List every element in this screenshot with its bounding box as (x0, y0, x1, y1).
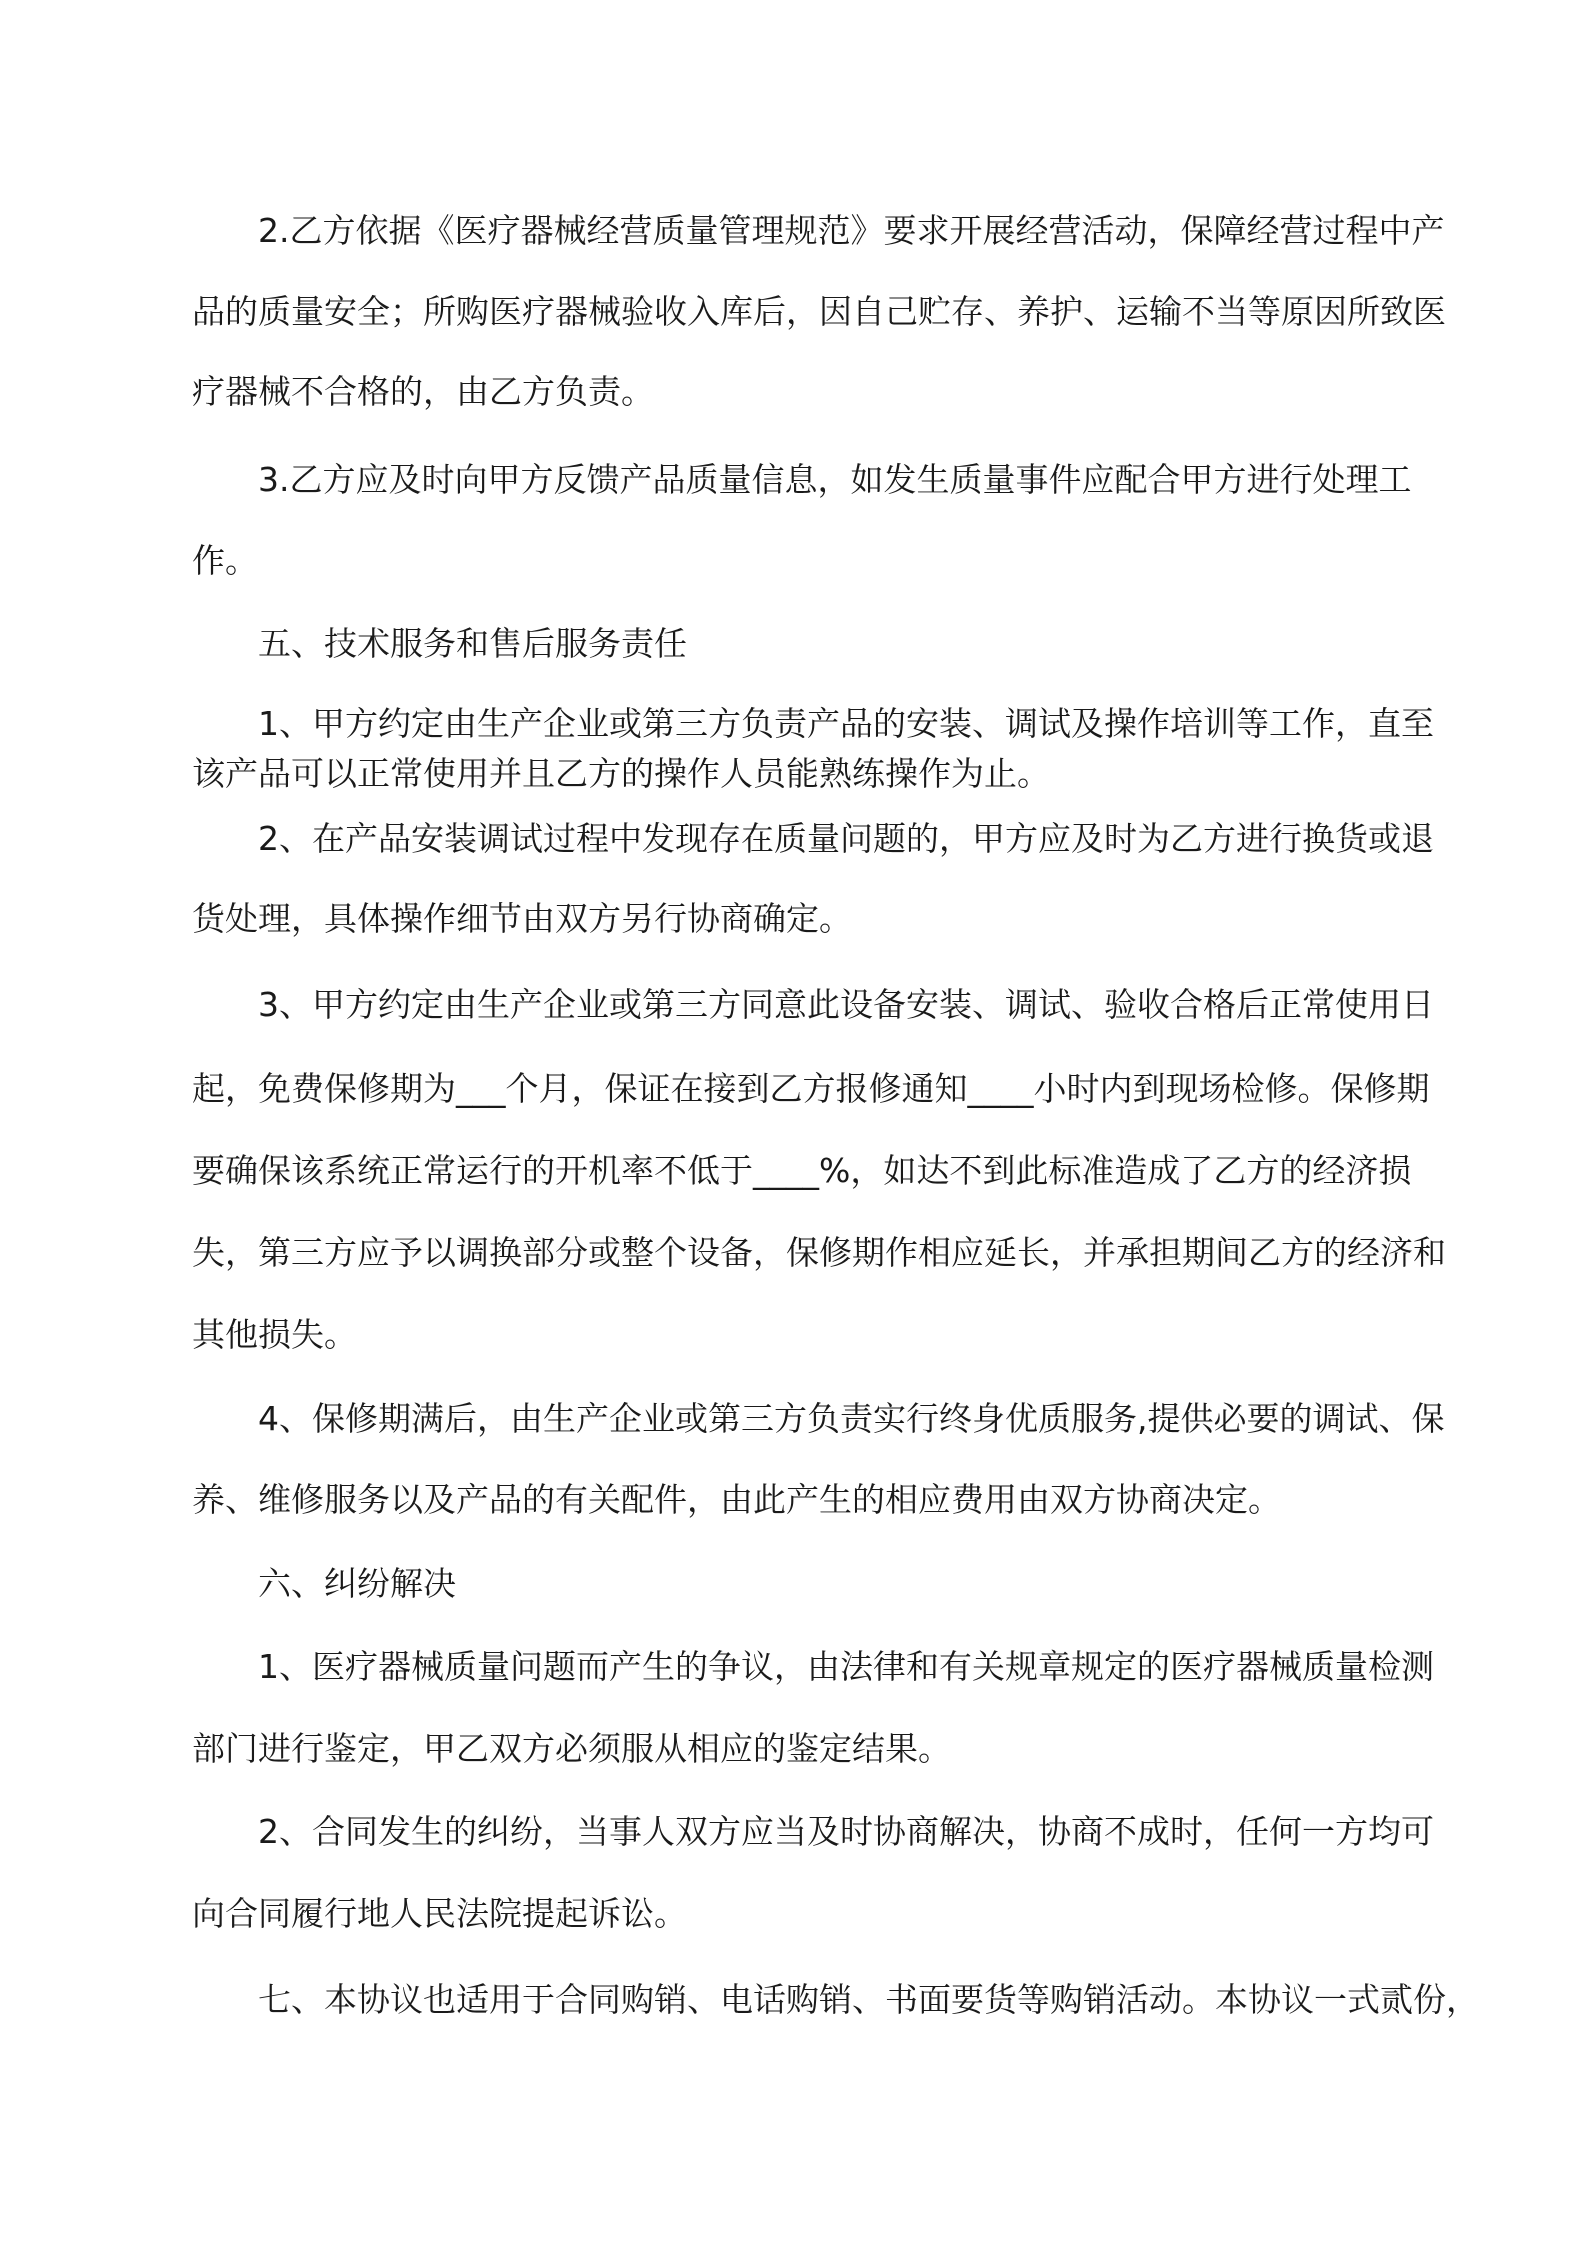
section-heading: 七、本协议也适用于合同购销、电话购销、书面要货等购销活动。本协议一式贰份， (258, 1980, 1479, 2019)
text-line: 起，免费保修期为___个月，保证在接到乙方报修通知____小时内到现场检修。保修期 (192, 1069, 1430, 1108)
text-line: 要确保该系统正常运行的开机率不低于____%，如达不到此标准造成了乙方的经济损 (192, 1151, 1412, 1190)
text-line: 其他损失。 (192, 1315, 357, 1354)
text-line: 2.乙方依据《医疗器械经营质量管理规范》要求开展经营活动，保障经营过程中产 (258, 211, 1445, 250)
text-line: 作。 (192, 541, 258, 580)
text-line: 3.乙方应及时向甲方反馈产品质量信息，如发生质量事件应配合甲方进行处理工 (258, 460, 1412, 499)
text-line: 2、在产品安装调试过程中发现存在质量问题的，甲方应及时为乙方进行换货或退 (258, 819, 1434, 858)
text-line: 货处理，具体操作细节由双方另行协商确定。 (192, 899, 852, 938)
section-heading: 五、技术服务和售后服务责任 (258, 624, 687, 663)
text-line: 3、甲方约定由生产企业或第三方同意此设备安装、调试、验收合格后正常使用日 (258, 985, 1434, 1024)
text-line: 部门进行鉴定，甲乙双方必须服从相应的鉴定结果。 (192, 1729, 951, 1768)
text-line: 养、维修服务以及产品的有关配件，由此产生的相应费用由双方协商决定。 (192, 1480, 1281, 1519)
text-line: 向合同履行地人民法院提起诉讼。 (192, 1894, 687, 1933)
section-heading: 六、纠纷解决 (258, 1564, 456, 1603)
text-line: 该产品可以正常使用并且乙方的操作人员能熟练操作为止。 (192, 754, 1050, 793)
text-line: 品的质量安全；所购医疗器械验收入库后，因自己贮存、养护、运输不当等原因所致医 (192, 292, 1446, 331)
text-line: 1、医疗器械质量问题而产生的争议，由法律和有关规章规定的医疗器械质量检测 (258, 1647, 1434, 1686)
text-line: 疗器械不合格的，由乙方负责。 (192, 372, 654, 411)
text-line: 失，第三方应予以调换部分或整个设备，保修期作相应延长，并承担期间乙方的经济和 (192, 1233, 1446, 1272)
text-line: 4、保修期满后，由生产企业或第三方负责实行终身优质服务,提供必要的调试、保 (258, 1399, 1445, 1438)
text-line: 2、合同发生的纠纷，当事人双方应当及时协商解决，协商不成时，任何一方均可 (258, 1812, 1434, 1851)
text-line: 1、甲方约定由生产企业或第三方负责产品的安装、调试及操作培训等工作，直至 (258, 704, 1434, 743)
